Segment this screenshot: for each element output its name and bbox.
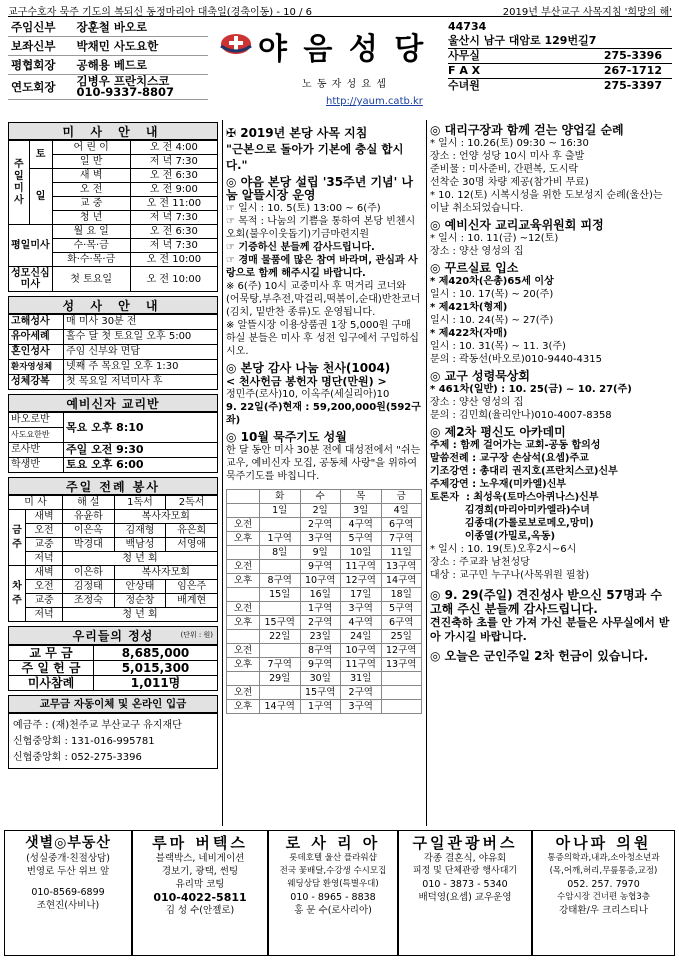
announcement: ◎ 꾸르실료 입소 * 제420차(은총)65세 이상 일시 : 10. 17(목) ~ 20(주) * 제421차(형제) 일시 : 10. 24(목) ~ 27(주) * 제422차(자매) 일시 : 10. 31(목) ~ 11. 3(주) 문의 : 곽동선(바오로)010-9440-4315 <box>430 261 603 365</box>
announcement: ◎ 본당 감사 나눔 천사(1004) < 천사헌금 봉헌자 명단(만원) > 정민주(로사)10, 이옥주(세실리아)10 9. 22일(주)현재 : 59,200,000원(592구좌) <box>226 361 421 426</box>
offering-title: 우리들의 정성 (단위 : 원) <box>8 626 218 645</box>
announcement: ◎ 10월 묵주기도 성월 한 달 동안 미사 30분 전에 대성전에서 "쉬는교우, 예비신자 모집, 공동체 사랑"을 위하여 묵주기도를 바칩니다. <box>226 430 421 482</box>
staff-row: 주임신부 장훈철 바오로 <box>8 18 208 37</box>
rosary-table: 화 수 목 금 1일 2일 3일 4일 오전 2구역 4구역 6구역 오후 1구역 3구역 5구역 7구역 8일 9일 10일 11일 오전 9구역 11구역 13구역 오후 8구역 10구역 12구역 14구역 15일 16일 17일 18일 오전 1구역 3구역 5구역 오후 15구역 2구역 4구역 6구역 22일 23일 24일 25일 오전 8구역 10구역 12구역 오후 7구역 9구역 11구역 13구역 29일 30일 31일 오전 15구역 2구역 오후 14구역 1구역 3구역 <box>226 489 422 714</box>
header <box>8 18 672 118</box>
ad-auto-accessories: 루마 버텍스 블랙박스, 네비게이션 경보기, 광택, 썬팅 유리막 코팅 010-4022-5811 김 성 수(안젤로) <box>132 830 268 956</box>
right-column <box>430 124 672 663</box>
announcement: ◎ 9. 29(주일) 견진성사 받으신 57명과 수고해 주신 분들께 감사드립니다. 견진축하 초를 안 가져 가신 분들은 사무실에서 받아 가시길 바랍니다. <box>430 588 670 643</box>
ad-flower-shop: 로 사 리 아 롯데호텔 울산 플라워샵 전국 꽃배달,수강생 수시모집 웨딩상담 환영(특별우대) 010 - 8965 - 8838 홍 문 수(로사리아) <box>268 830 398 956</box>
sacrament-table: 고해성사 매 미사 30분 전 유아세례 홀수 달 첫 토요일 오후 5:00 혼인성사 주임 신부와 면담 환자영성체 넷째 주 목요일 오후 1:30 성체강복 첫 목요일 저녁미사 후 <box>8 314 218 390</box>
mass-title: 미 사 안 내 <box>8 122 218 140</box>
staff-row: 연도회장 김병우 프란치스코 010-9337-8807 <box>8 75 208 100</box>
announcement: ◎ 제2차 평신도 아카데미 주제 : 함께 걸어가는 교회-공동 합의성 말씀전례 : 교구장 손삼석(요셉)주교 기조강연 : 총대리 권지호(프란치스코)신부 주제강연 : 노우재(미카엘)신부 토론자 : 최성욱(토마스아퀴나스)신부 김경희(마리아미카엘라)수녀 김종대(가롤로보로메오,망미) 이종열(가밀로,옥동) * 일시 : 10. 19(토)오후2시~6시 장소 : 주교좌 남천성당 대상 : 교구민 누구나(사목위원 필참) <box>430 425 618 581</box>
catechumen-title: 예비신자 교리반 <box>8 394 218 412</box>
left-column <box>8 122 218 769</box>
staff-row: 평협회장 공해용 베드로 <box>8 56 208 75</box>
top-banner <box>8 2 672 17</box>
sacrament-title: 성 사 안 내 <box>8 296 218 314</box>
offering-table: 교 무 금 8,685,000 주 일 헌 금 5,015,300 미사참례 1,011명 <box>8 645 218 691</box>
ad-real-estate: 샛별◎부동산 (성실중개·친절상담) 번영로 두산 위브 앞 010-8569-6899 조현진(사비나) <box>4 830 132 956</box>
duty-title: 주일 전례 봉사 <box>8 477 218 495</box>
pastoral-motto: "근본으로 돌아가 기본에 충실 합시다." <box>226 142 404 172</box>
pastoral-title: ✠ 2019년 본당 사목 지침 <box>226 126 368 140</box>
catechumen-table: 바오로반 목요 오후 8:10 사도요한반 로사반 주일 오전 9:30 학생반 토요 오후 6:00 <box>8 412 218 473</box>
ad-tour-bus: 구일관광버스 각종 결혼식, 야유회 피정 및 단체관광 행사대기 010 - 3873 - 5340 배덕영(요셉) 교우운영 <box>398 830 532 956</box>
middle-column <box>226 124 422 714</box>
duty-table: 미 사 해 설 1독서 2독서 금주 새벽 유윤하 복사자모회 오전 이은옥 김재형 유은희 교중 박경대 백남성 서영애 저녁 청 년 회 차주 새벽 이은하 복사자모회 오전 김정태 안상태 임은주 교중 조정숙 정순창 배계현 저녁 청 년 회 <box>8 495 218 622</box>
announcement: ◎ 야음 본당 설립 '35주년 기념' 나눔 알뜰시장 운영 ☞ 일시 : 10. 5(토) 13:00 ~ 6(주) ☞ 목적 : 나눔의 기쁨을 통하여 본당 빈첸시오회(불우이웃돕기)기금마련지원 ☞ 기증하신 분들께 감사드립니다. ☞ 경매 물품에 많은 참여 바라며, 관심과 사랑으로 함께 해주시길 바랍니다. ※ 6(주) 10시 교중미사 후 먹거리 코너와 (어묵탕,부추전,막걸리,떡볶이,순대)반찬코너 (김치, 밑반찬 종류)도 운영됩니다. ※ 알뜰시장 이용상품권 1장 5,000원 구매 하실 분들은 미사 후 성전 입구에서 구입하십시오. <box>226 175 421 357</box>
announcement: ◎ 예비신자 교리교육위원회 피정 * 일시 : 10. 11(금) ~12(토) 장소 : 양산 영성의 집 <box>430 218 604 257</box>
bank-info: 예금주 : (재)천주교 부산교구 유지재단 신협중앙회 : 131-016-995781 신협중앙회 : 052-275-3396 <box>8 713 218 769</box>
parish-url-link[interactable]: http://yaum.catb.kr <box>326 96 423 107</box>
announcement: ◎ 교구 성령묵상회 * 461차(일반) : 10. 25(금) ~ 10. 27(주) 장소 : 양산 영성의 집 문의 : 김민희(율리안나)010-4007-8358 <box>430 369 632 421</box>
transfer-title: 교무금 자동이체 및 온라인 입금 <box>8 695 218 713</box>
parish-patron: 노 동 자 성 요 셉 <box>302 79 387 90</box>
diocese-motto: 2019년 부산교구 사목지침 '희망의 해' <box>502 7 672 18</box>
parish-logo-icon <box>220 32 252 56</box>
parish-contact: 44734 울산시 남구 대암로 129번길7 사무실 275-3396 F A X 267-1712 수녀원 275-3397 <box>448 20 672 93</box>
mass-table: 주일미사 토 어 린 이 오 전 4:00 일 반 저 녁 7:30 일 새 벽 오 전 6:30 오 전 오 전 9:00 교 중 오 전 11:00 청 년 저 녁 7:30 평일미사 월 요 일 오 전 6:30 수·목·금 저 녁 7:30 화·수·목·금 오 전 10:00 성모신심미사 첫 토요일 오 전 10:00 <box>8 140 218 292</box>
staff-list <box>8 18 208 100</box>
announcement: ◎ 대리구장과 함께 걷는 양업길 순례 * 일시 : 10.26(토) 09:30 ~ 16:30 장소 : 언양 성당 10시 미사 후 출발 준비물 : 미사준비, 간편복, 도시락 선착순 30명 차량 제공(참가비 무료) * 10. 12(토) 시복시성을 위한 도보성지 순례(울산)는 이날 취소되었습니다. <box>430 123 663 214</box>
announcement: ◎ 오늘은 군인주일 2차 헌금이 있습니다. <box>430 649 649 663</box>
feast-text: 교구수호자 묵주 기도의 복되신 동정마리아 대축일(경축이동) - 10 / 6 <box>8 7 312 18</box>
ad-clinic: 아나파 의원 통증의학과,내과,소아청소년과 (목,어깨,허리,무릎통증,교정) 052. 257. 7970 수암시장 건너편 농협3층 강태환/우 크리스티나 <box>532 830 675 956</box>
parish-name: 야 음 성 당 <box>258 32 427 67</box>
staff-row: 보좌신부 박채민 사도요한 <box>8 37 208 56</box>
